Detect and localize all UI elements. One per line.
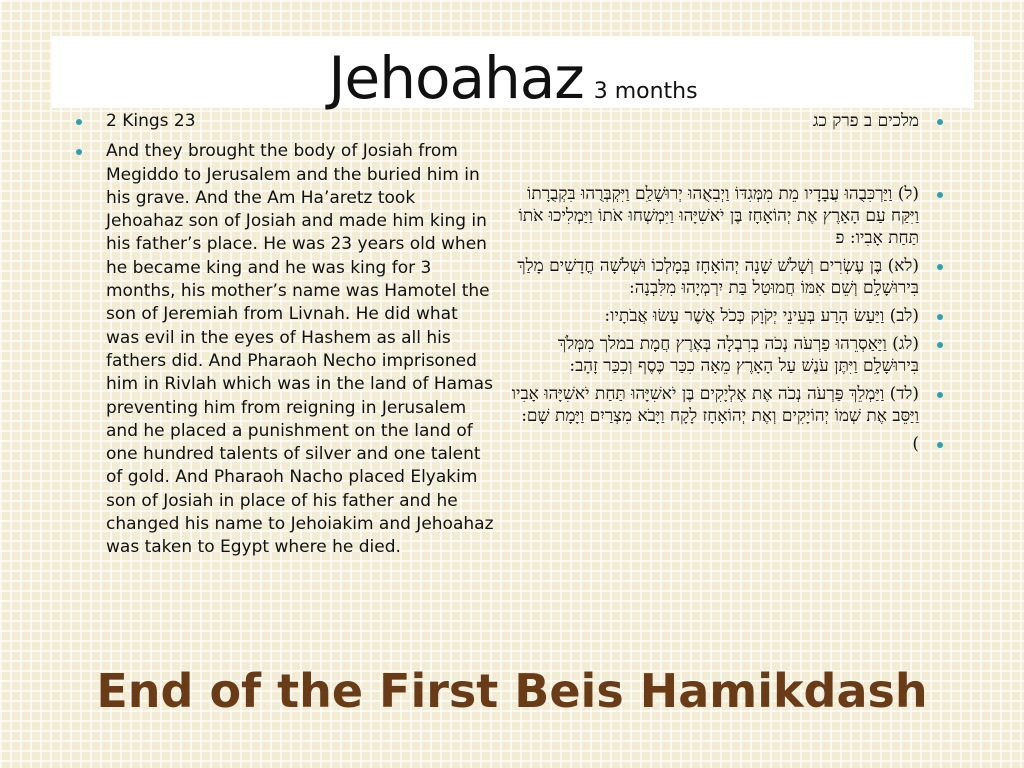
hebrew-verse-31: (לא) בֶּן עֶשְׂרִים וְשָׁלֹשׁ שָׁנָה יְהוֹאָחָז בְּמָלְכוֹ וּשְׁלֹשָׁה חֳדָשִׁים מָלַךְ בִּירוּשָׁלִָם וְשֵׁם אִמּוֹ חֲמוּטַל בַּת יִרְמְיָהוּ מִלִּבְנָה:	[505, 255, 945, 299]
list-item-reference: 2 Kings 23	[74, 110, 494, 133]
list-item-translation: And they brought the body of Josiah from Megiddo to Jerusalem and the buried him in his grave. And the Am Ha’aretz took Jehoahaz son of Josiah and made him king in his father’s place. He was 23 years old when he became king and he was king for 3 months, his mother’s name was Hamotel the son of Jeremiah from Livnah. He did what was evil in the eyes of Hashem as all his fathers did. And Pharaoh Necho imprisoned him in Rivlah which was in the land of Hamas preventing him from reigning in Jerusalem and he placed a punishment on the land of one hundred talents of silver and one talent of gold. And Pharaoh Nacho placed Elyakim son of Josiah in place of his father and he changed his name to Jehoiakim and Jehoahaz was taken to Egypt where he died.	[74, 140, 494, 559]
title-band	[52, 36, 974, 112]
title-text: Jehoahaz	[328, 44, 584, 112]
hebrew-reference: מלכים ב פרק כג	[505, 110, 945, 132]
hebrew-verse-30: (ל) וַיַּרְכִּבֻהוּ עֲבָדָיו מֵת מִמְּגִדּוֹ וַיְבִאֻהוּ יְרוּשָׁלִַם וַיִּקְבְּרֻהוּ בִּקְבֻרָתוֹ וַיִּקַּח עַם הָאָרֶץ אֶת יְהוֹאָחָז בֶּן יֹאשִׁיָּהוּ וַיִּמְשְׁחוּ אֹתוֹ וַיַּמְלִיכוּ אֹתוֹ תַּחַת אָבִיו: פ	[505, 183, 945, 249]
english-text-column	[74, 110, 494, 567]
slide-title	[52, 36, 974, 112]
title-subtitle: 3 months	[593, 79, 698, 104]
footer-heading: End of the First Beis Hamikdash	[96, 664, 928, 718]
hebrew-text-column	[505, 110, 945, 461]
hebrew-closing-paren: )	[505, 433, 945, 455]
hebrew-verse-33: (לג) וַיַּאַסְרֵהוּ פַרְעֹה נְכֹה בְרִבְלָה בְּאֶרֶץ חֲמָת במלך מִמְּלֹךְ בִּירוּשָׁלִָם וַיִּתֶּן עֹנֶשׁ עַל הָאָרֶץ מֵאָה כִכַּר כֶּסֶף וְכִכַּר זָהָב:	[505, 333, 945, 377]
hebrew-verse-32: (לב) וַיַּעַשׂ הָרַע בְּעֵינֵי יְקֹוָק כְּכֹל אֲשֶׁר עָשׂוּ אֲבֹתָיו:	[505, 305, 945, 327]
hebrew-verse-34: (לד) וַיַּמְלֵךְ פַּרְעֹה נְכֹה אֶת אֶלְיָקִים בֶּן יֹאשִׁיָּהוּ תַּחַת יֹאשִׁיָּהוּ אָבִיו וַיַּסֵּב אֶת שְׁמוֹ יְהוֹיָקִים וְאֶת יְהוֹאָחָז לָקָח וַיָּבֹא מִצְרַיִם וַיָּמָת שָׁם:	[505, 383, 945, 427]
